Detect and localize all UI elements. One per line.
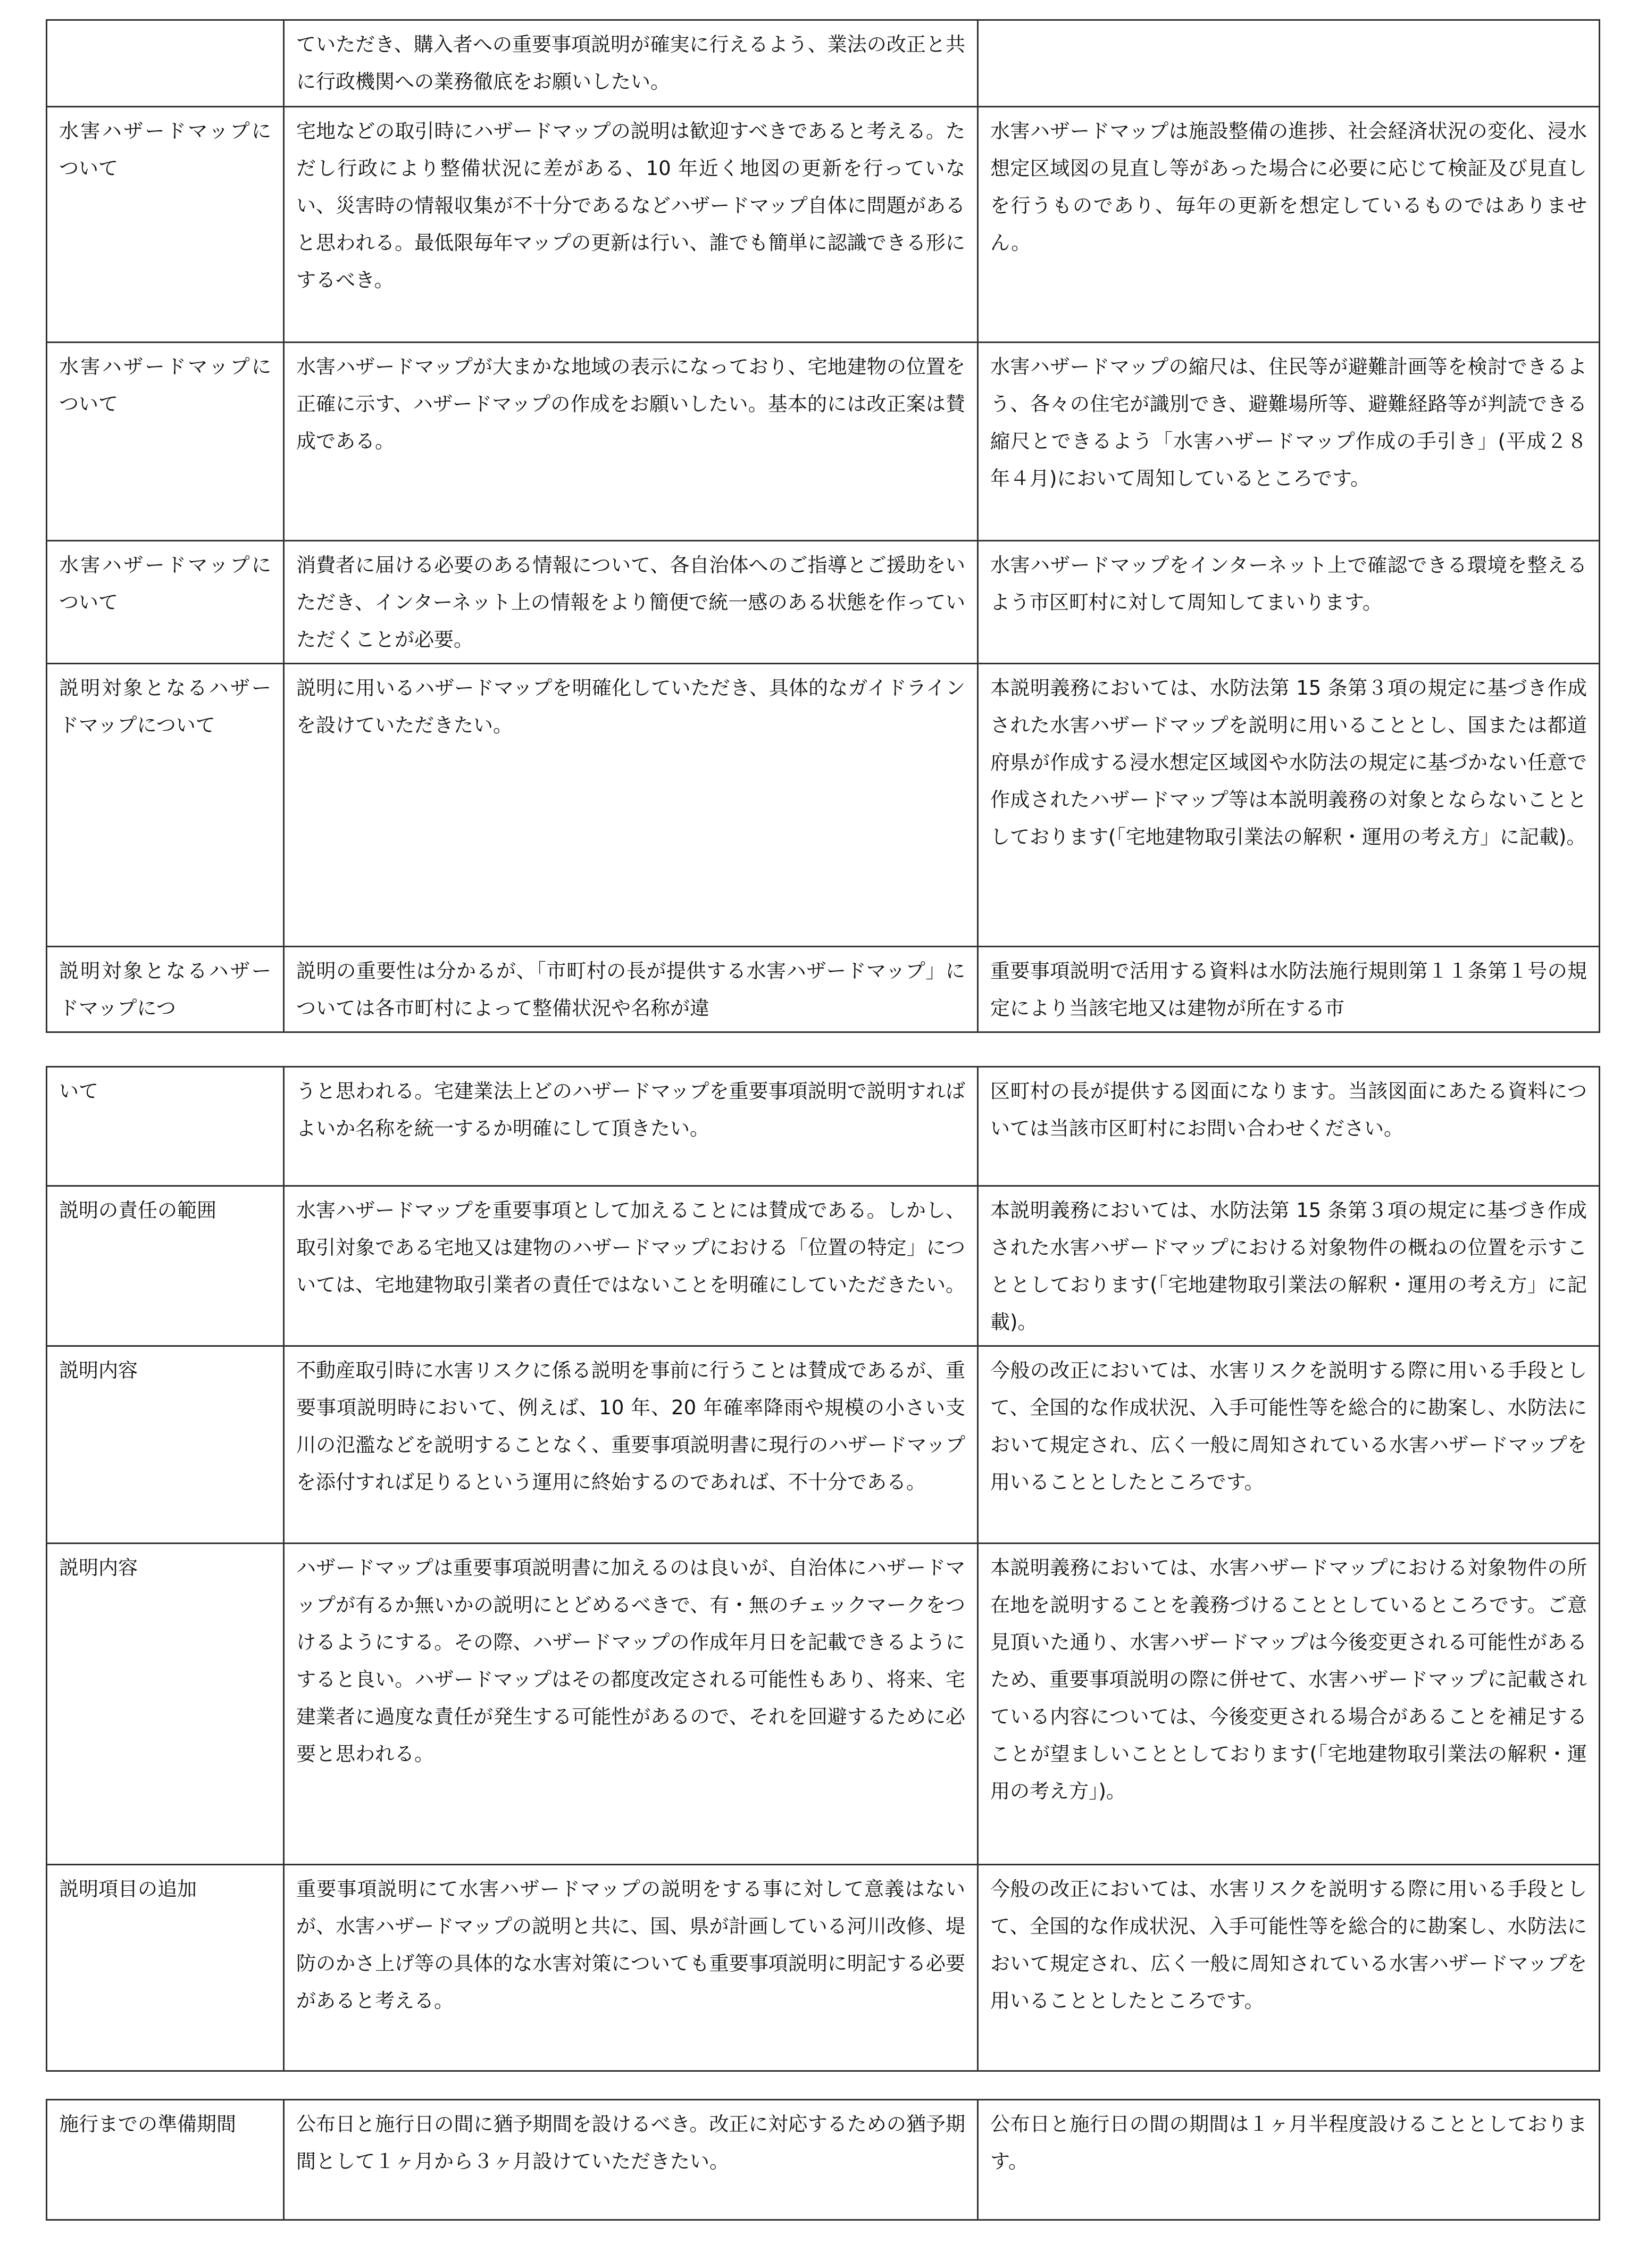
topic-cell: 水害ハザードマップについて: [47, 343, 284, 541]
table-row: [47, 1346, 1600, 1544]
comment-table-2: [46, 1066, 1600, 2072]
response-cell: 水害ハザードマップは施設整備の進捗、社会経済状況の変化、浸水想定区域図の見直し等があった場合に必要に応じて検証及び見直しを行うものであり、毎年の更新を想定しているものではありません。: [978, 107, 1600, 343]
table-row: [47, 947, 1600, 1032]
response-cell: 水害ハザードマップをインターネット上で確認できる環境を整えるよう市区町村に対して周知してまいります。: [978, 541, 1600, 664]
opinion-cell: 消費者に届ける必要のある情報について、各自治体へのご指導とご援助をいただき、インターネット上の情報をより簡便で統一感のある状態を作っていただくことが必要。: [284, 541, 978, 664]
response-cell: 本説明義務においては、水防法第 15 条第３項の規定に基づき作成された水害ハザードマップにおける対象物件の概ねの位置を示すこととしております(「宅地建物取引業法の解釈・運用の考え方」に記載)。: [978, 1186, 1600, 1346]
opinion-cell: 重要事項説明にて水害ハザードマップの説明をする事に対して意義はないが、水害ハザードマップの説明と共に、国、県が計画している河川改修、堤防のかさ上げ等の具体的な水害対策についても重要事項説明に明記する必要があると考える。: [284, 1865, 978, 2071]
table-row: [47, 1186, 1600, 1346]
opinion-cell: ハザードマップは重要事項説明書に加えるのは良いが、自治体にハザードマップが有るか無いかの説明にとどめるべきで、有・無のチェックマークをつけるようにする。その際、ハザードマップの作成年月日を記載できるようにすると良い。ハザードマップはその都度改定される可能性もあり、将来、宅建業者に過度な責任が発生する可能性があるので、それを回避するために必要と思われる。: [284, 1544, 978, 1865]
opinion-cell: 説明の重要性は分かるが、「市町村の長が提供する水害ハザードマップ」については各市町村によって整備状況や名称が違: [284, 947, 978, 1032]
opinion-cell: ていただき、購入者への重要事項説明が確実に行えるよう、業法の改正と共に行政機関への業務徹底をお願いしたい。: [284, 20, 978, 107]
topic-cell: 水害ハザードマップについて: [47, 541, 284, 664]
comment-table-3: [46, 2099, 1600, 2221]
response-cell: 公布日と施行日の間の期間は１ヶ月半程度設けることとしております。: [978, 2100, 1600, 2220]
response-cell: [978, 20, 1600, 107]
comment-table-1: [46, 19, 1600, 1033]
topic-cell: 説明対象となるハザードマップについて: [47, 664, 284, 947]
response-cell: 本説明義務においては、水害ハザードマップにおける対象物件の所在地を説明することを義務づけることとしているところです。ご意見頂いた通り、水害ハザードマップは今後変更される可能性があるため、重要事項説明の際に併せて、水害ハザードマップに記載されている内容については、今後変更される場合があることを補足することが望ましいこととしております(「宅地建物取引業法の解釈・運用の考え方」)。: [978, 1544, 1600, 1865]
response-cell: 重要事項説明で活用する資料は水防法施行規則第１１条第１号の規定により当該宅地又は建物が所在する市: [978, 947, 1600, 1032]
table-row: [47, 1544, 1600, 1865]
opinion-cell: 水害ハザードマップを重要事項として加えることには賛成である。しかし、取引対象である宅地又は建物のハザードマップにおける「位置の特定」については、宅地建物取引業者の責任ではないことを明確にしていただきたい。: [284, 1186, 978, 1346]
topic-cell: 説明対象となるハザードマップにつ: [47, 947, 284, 1032]
table-row: [47, 541, 1600, 664]
topic-cell: 水害ハザードマップについて: [47, 107, 284, 343]
topic-cell: 説明内容: [47, 1544, 284, 1865]
topic-cell: 説明内容: [47, 1346, 284, 1544]
response-cell: 本説明義務においては、水防法第 15 条第３項の規定に基づき作成された水害ハザードマップを説明に用いることとし、国または都道府県が作成する浸水想定区域図や水防法の規定に基づかない任意で作成されたハザードマップ等は本説明義務の対象とならないこととしております(「宅地建物取引業法の解釈・運用の考え方」に記載)。: [978, 664, 1600, 947]
table-row: [47, 1067, 1600, 1186]
topic-cell: いて: [47, 1067, 284, 1186]
topic-cell: 施行までの準備期間: [47, 2100, 284, 2220]
opinion-cell: 公布日と施行日の間に猶予期間を設けるべき。改正に対応するための猶予期間として１ヶ月から３ヶ月設けていただきたい。: [284, 2100, 978, 2220]
table-row: [47, 664, 1600, 947]
opinion-cell: 不動産取引時に水害リスクに係る説明を事前に行うことは賛成であるが、重要事項説明時において、例えば、10 年、20 年確率降雨や規模の小さい支川の氾濫などを説明することなく、重要事項説明書に現行のハザードマップを添付すれば足りるという運用に終始するのであれば、不十分である。: [284, 1346, 978, 1544]
topic-cell: 説明の責任の範囲: [47, 1186, 284, 1346]
response-cell: 区町村の長が提供する図面になります。当該図面にあたる資料については当該市区町村にお問い合わせください。: [978, 1067, 1600, 1186]
opinion-cell: 水害ハザードマップが大まかな地域の表示になっており、宅地建物の位置を正確に示す、ハザードマップの作成をお願いしたい。基本的には改正案は賛成である。: [284, 343, 978, 541]
table-row: [47, 1865, 1600, 2071]
table-row: [47, 107, 1600, 343]
opinion-cell: うと思われる。宅建業法上どのハザードマップを重要事項説明で説明すればよいか名称を統一するか明確にして頂きたい。: [284, 1067, 978, 1186]
topic-cell: 説明項目の追加: [47, 1865, 284, 2071]
response-cell: 今般の改正においては、水害リスクを説明する際に用いる手段として、全国的な作成状況、入手可能性等を総合的に勘案し、水防法において規定され、広く一般に周知されている水害ハザードマップを用いることとしたところです。: [978, 1865, 1600, 2071]
table-row: [47, 2100, 1600, 2220]
response-cell: 今般の改正においては、水害リスクを説明する際に用いる手段として、全国的な作成状況、入手可能性等を総合的に勘案し、水防法において規定され、広く一般に周知されている水害ハザードマップを用いることとしたところです。: [978, 1346, 1600, 1544]
response-cell: 水害ハザードマップの縮尺は、住民等が避難計画等を検討できるよう、各々の住宅が識別でき、避難場所等、避難経路等が判読できる縮尺とできるよう「水害ハザードマップ作成の手引き」(平成２８年４月)において周知しているところです。: [978, 343, 1600, 541]
table-row: [47, 20, 1600, 107]
topic-cell: [47, 20, 284, 107]
table-row: [47, 343, 1600, 541]
opinion-cell: 宅地などの取引時にハザードマップの説明は歓迎すべきであると考える。ただし行政により整備状況に差がある、10 年近く地図の更新を行っていない、災害時の情報収集が不十分であるなどハザードマップ自体に問題があると思われる。最低限毎年マップの更新は行い、誰でも簡単に認識できる形にするべき。: [284, 107, 978, 343]
opinion-cell: 説明に用いるハザードマップを明確化していただき、具体的なガイドラインを設けていただきたい。: [284, 664, 978, 947]
